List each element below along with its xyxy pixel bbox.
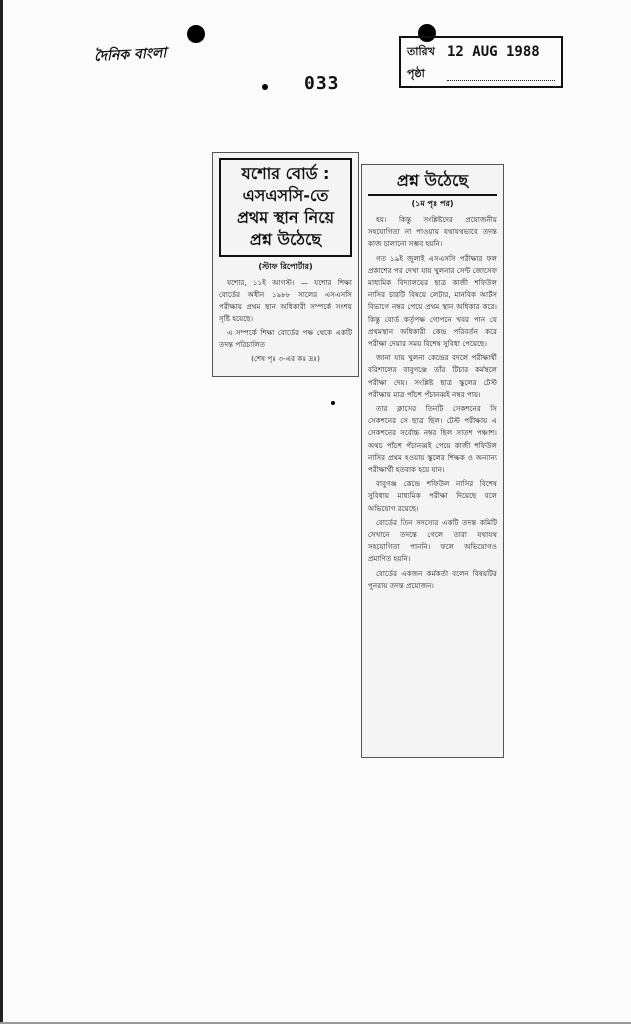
article-body (219, 277, 352, 351)
continued-title: প্রশ্ন উঠেছে (368, 170, 497, 196)
date-stamp (399, 36, 563, 88)
stamp-page-row (407, 63, 555, 85)
page-number: 033 (304, 73, 340, 94)
paragraph: জানা যায় খুলনা কেন্দ্রের বদলে পরীক্ষার্থী বরিশালের বাবুগঞ্জে তাঁর টিচার কর্মস্থলে পরীক্ষা দেয়। সংশ্লিষ্ট ছাত্র স্কুলের টেস্ট পরীক্ষায় মাত্র পাঁচশ পঁচানব্বই নম্বর পায়। (368, 353, 497, 399)
headline-line: প্রথম স্থান নিয়ে (236, 208, 335, 227)
continued-note: (শেষ পৃঃ ৩-এর কঃ দ্রঃ) (251, 354, 320, 363)
paragraph: বোর্ডের তিন সদস্যের একটি তদন্ত কমিটি সেখানে তদন্তে গেলে তারা যথাযথ সহযোগিতা পাননি। ফলে অভিযোগও প্রমাণিত হয়নি। (368, 517, 497, 564)
headline-line: যশোর বোর্ড : (241, 164, 330, 183)
headline-line: এসএসসি-তে (242, 186, 329, 205)
paragraph: যশোর, ১১ই আগস্ট। — যশোর শিক্ষা বোর্ডের অধীন ১৯৮৮ সালের এসএসসি পরীক্ষায় প্রথম স্থান অধিকারী সম্পর্কে সংশয় সৃষ্টি হয়েছে। (219, 278, 352, 323)
punch-hole-left (187, 25, 205, 43)
stamp-date-value: 12 AUG 1988 (447, 44, 540, 60)
stamp-page-label: পৃষ্ঠা (407, 66, 425, 80)
ink-dot (331, 401, 335, 405)
ink-dot (262, 84, 268, 90)
stamp-date-row (407, 41, 555, 63)
stamp-page-line (447, 68, 555, 81)
paragraph: গত ১৯ই জুলাই এসএসসি পরীক্ষার ফল প্রকাশের পর দেখা যায় খুলনার সেন্ট জোসেফ মাধ্যমিক বিদ্যালয়ের ছাত্র কাজী শফিউল নাসির চারটি বিষয়ে লেটার, মানবিক আর্টস বিভাগে নম্বর পেয়ে প্রথম স্থান অধিকার করে। কিন্তু বোর্ড কর্তৃপক্ষ গোপনে খবর পান যে প্রথমস্থান অধিকারী কেন্দ্র পরিবর্তন করে পরীক্ষা দেয়ার সময় বিশেষ সুবিধা পেয়েছে। (368, 253, 497, 349)
paragraph: এ সম্পর্কে শিক্ষা বোর্ডের পক্ষ থেকে একটি তদন্ত পরিচালিত (219, 328, 352, 349)
news-clipping-continued (361, 164, 504, 758)
continued-subtitle: (১ম পৃঃ পর) (411, 199, 454, 208)
paragraph: বাবুগঞ্জ কেন্দ্রে শফিউল নাসির বিশেষ সুবিধায় মাধ্যমিক পরীক্ষা দিয়েছে বলে অভিযোগ রয়েছে। (368, 479, 497, 513)
paragraph: হয়। কিন্তু সংশ্লিষ্টদের প্রয়োজনীয় সহযোগিতা না পাওয়ায় যথাযথভাবে তদন্ত কাজ চালানো সম্ভব হয়নি। (368, 215, 497, 249)
newspaper-source: দৈনিক বাংলা (93, 45, 167, 65)
scan-left-edge (0, 0, 3, 1024)
article-body-continued (368, 214, 497, 592)
news-clipping-main (212, 152, 359, 377)
paragraph: বোর্ডের একজন কর্মকর্তা বলেন বিষয়টির পুনরায় তদন্ত প্রয়োজন। (368, 568, 497, 590)
stamp-date-label: তারিখ (407, 44, 435, 58)
paragraph: তার ক্লাসের তিনটি সেকশনের সি সেকশনের সে ছাত্র ছিল। টেস্ট পরীক্ষায় এ সেকশনের সর্বোচ্চ নম্বর ছিল সাতশ পঞ্চাশ। অথচ পাঁচশ পঁচানব্বই পেয়ে কাজী শফিউল নাসির প্রথম হওয়ায় স্কুলের শিক্ষক ও অন্যান্য পরীক্ষার্থী হতবাক হয়ে যান। (368, 404, 497, 475)
headline-line: প্রশ্ন উঠেছে (249, 230, 322, 249)
byline: (স্টাফ রিপোর্টার) (258, 262, 313, 271)
headline-box (219, 158, 352, 257)
